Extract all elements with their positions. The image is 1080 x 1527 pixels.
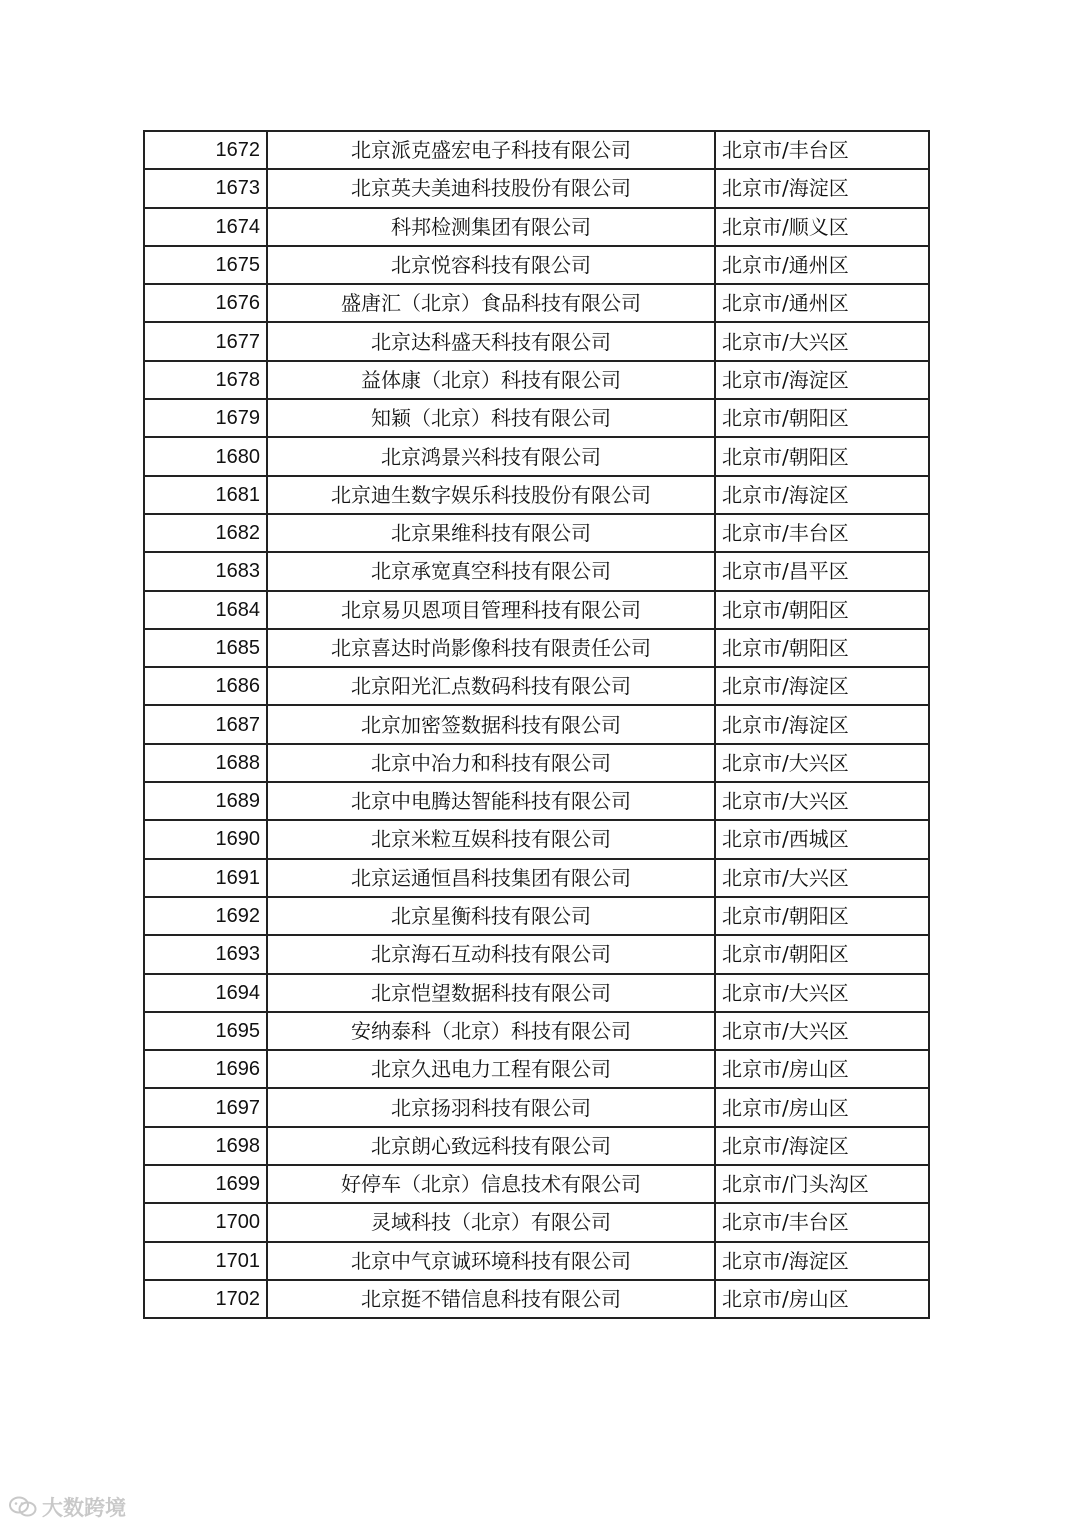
row-number-cell: 1688 xyxy=(144,744,267,782)
company-name-cell: 北京达科盛天科技有限公司 xyxy=(267,322,715,360)
table-row xyxy=(144,208,929,246)
company-name-cell: 北京果维科技有限公司 xyxy=(267,514,715,552)
row-number-cell: 1674 xyxy=(144,208,267,246)
table-row xyxy=(144,1088,929,1126)
row-number-cell: 1672 xyxy=(144,131,267,169)
region-cell: 北京市/大兴区 xyxy=(715,782,929,820)
table-row xyxy=(144,859,929,897)
row-number-cell: 1692 xyxy=(144,897,267,935)
row-number-cell: 1696 xyxy=(144,1050,267,1088)
table-row xyxy=(144,1165,929,1203)
company-name-cell: 北京迪生数字娱乐科技股份有限公司 xyxy=(267,476,715,514)
region-cell: 北京市/朝阳区 xyxy=(715,935,929,973)
region-cell: 北京市/通州区 xyxy=(715,246,929,284)
company-name-cell: 北京英夫美迪科技股份有限公司 xyxy=(267,169,715,207)
region-cell: 北京市/朝阳区 xyxy=(715,399,929,437)
region-cell: 北京市/海淀区 xyxy=(715,361,929,399)
table-row xyxy=(144,1127,929,1165)
region-cell: 北京市/海淀区 xyxy=(715,667,929,705)
row-number-cell: 1689 xyxy=(144,782,267,820)
table-row xyxy=(144,399,929,437)
row-number-cell: 1702 xyxy=(144,1280,267,1318)
row-number-cell: 1697 xyxy=(144,1088,267,1126)
company-name-cell: 北京朗心致远科技有限公司 xyxy=(267,1127,715,1165)
row-number-cell: 1680 xyxy=(144,437,267,475)
company-name-cell: 北京喜达时尚影像科技有限责任公司 xyxy=(267,629,715,667)
table-row xyxy=(144,935,929,973)
table-row xyxy=(144,552,929,590)
table-row xyxy=(144,284,929,322)
row-number-cell: 1679 xyxy=(144,399,267,437)
company-name-cell: 北京阳光汇点数码科技有限公司 xyxy=(267,667,715,705)
region-cell: 北京市/大兴区 xyxy=(715,974,929,1012)
region-cell: 北京市/门头沟区 xyxy=(715,1165,929,1203)
region-cell: 北京市/大兴区 xyxy=(715,859,929,897)
region-cell: 北京市/房山区 xyxy=(715,1050,929,1088)
region-cell: 北京市/大兴区 xyxy=(715,744,929,782)
table-row xyxy=(144,514,929,552)
company-name-cell: 知颖（北京）科技有限公司 xyxy=(267,399,715,437)
table-body xyxy=(144,131,929,1318)
company-name-cell: 北京运通恒昌科技集团有限公司 xyxy=(267,859,715,897)
company-name-cell: 安纳泰科（北京）科技有限公司 xyxy=(267,1012,715,1050)
row-number-cell: 1683 xyxy=(144,552,267,590)
region-cell: 北京市/朝阳区 xyxy=(715,629,929,667)
table-row xyxy=(144,131,929,169)
table-row xyxy=(144,1203,929,1241)
row-number-cell: 1675 xyxy=(144,246,267,284)
company-name-cell: 盛唐汇（北京）食品科技有限公司 xyxy=(267,284,715,322)
region-cell: 北京市/西城区 xyxy=(715,820,929,858)
table-row xyxy=(144,246,929,284)
region-cell: 北京市/大兴区 xyxy=(715,322,929,360)
row-number-cell: 1694 xyxy=(144,974,267,1012)
table-row xyxy=(144,629,929,667)
company-name-cell: 北京星衡科技有限公司 xyxy=(267,897,715,935)
region-cell: 北京市/朝阳区 xyxy=(715,897,929,935)
region-cell: 北京市/海淀区 xyxy=(715,169,929,207)
table-row xyxy=(144,820,929,858)
row-number-cell: 1701 xyxy=(144,1242,267,1280)
company-name-cell: 益体康（北京）科技有限公司 xyxy=(267,361,715,399)
region-cell: 北京市/顺义区 xyxy=(715,208,929,246)
row-number-cell: 1690 xyxy=(144,820,267,858)
region-cell: 北京市/昌平区 xyxy=(715,552,929,590)
region-cell: 北京市/房山区 xyxy=(715,1088,929,1126)
wechat-logo-icon xyxy=(8,1495,38,1519)
table-row xyxy=(144,322,929,360)
company-table xyxy=(143,130,930,1319)
row-number-cell: 1673 xyxy=(144,169,267,207)
company-name-cell: 北京中气京诚环境科技有限公司 xyxy=(267,1242,715,1280)
table-row xyxy=(144,667,929,705)
company-name-cell: 北京易贝恩项目管理科技有限公司 xyxy=(267,591,715,629)
company-name-cell: 北京恺望数据科技有限公司 xyxy=(267,974,715,1012)
row-number-cell: 1681 xyxy=(144,476,267,514)
company-name-cell: 北京挺不错信息科技有限公司 xyxy=(267,1280,715,1318)
row-number-cell: 1686 xyxy=(144,667,267,705)
row-number-cell: 1676 xyxy=(144,284,267,322)
table-row xyxy=(144,782,929,820)
row-number-cell: 1678 xyxy=(144,361,267,399)
row-number-cell: 1699 xyxy=(144,1165,267,1203)
row-number-cell: 1684 xyxy=(144,591,267,629)
row-number-cell: 1685 xyxy=(144,629,267,667)
watermark-text: 大数跨境 xyxy=(42,1496,126,1520)
region-cell: 北京市/海淀区 xyxy=(715,476,929,514)
row-number-cell: 1682 xyxy=(144,514,267,552)
company-name-cell: 好停车（北京）信息技术有限公司 xyxy=(267,1165,715,1203)
company-name-cell: 北京中电腾达智能科技有限公司 xyxy=(267,782,715,820)
row-number-cell: 1687 xyxy=(144,705,267,743)
region-cell: 北京市/丰台区 xyxy=(715,131,929,169)
region-cell: 北京市/海淀区 xyxy=(715,1127,929,1165)
row-number-cell: 1698 xyxy=(144,1127,267,1165)
table-row xyxy=(144,437,929,475)
table-row xyxy=(144,169,929,207)
table-row xyxy=(144,476,929,514)
table-row xyxy=(144,974,929,1012)
company-name-cell: 灵域科技（北京）有限公司 xyxy=(267,1203,715,1241)
region-cell: 北京市/海淀区 xyxy=(715,705,929,743)
watermark xyxy=(8,1492,126,1522)
table-row xyxy=(144,1242,929,1280)
region-cell: 北京市/大兴区 xyxy=(715,1012,929,1050)
row-number-cell: 1677 xyxy=(144,322,267,360)
company-name-cell: 北京承宽真空科技有限公司 xyxy=(267,552,715,590)
region-cell: 北京市/房山区 xyxy=(715,1280,929,1318)
company-name-cell: 北京鸿景兴科技有限公司 xyxy=(267,437,715,475)
company-name-cell: 北京扬羽科技有限公司 xyxy=(267,1088,715,1126)
company-name-cell: 北京米粒互娱科技有限公司 xyxy=(267,820,715,858)
region-cell: 北京市/丰台区 xyxy=(715,514,929,552)
table-row xyxy=(144,897,929,935)
region-cell: 北京市/海淀区 xyxy=(715,1242,929,1280)
row-number-cell: 1693 xyxy=(144,935,267,973)
table-row xyxy=(144,1050,929,1088)
table-row xyxy=(144,1280,929,1318)
company-name-cell: 北京久迅电力工程有限公司 xyxy=(267,1050,715,1088)
company-name-cell: 北京加密签数据科技有限公司 xyxy=(267,705,715,743)
company-name-cell: 科邦检测集团有限公司 xyxy=(267,208,715,246)
table-row xyxy=(144,361,929,399)
row-number-cell: 1695 xyxy=(144,1012,267,1050)
region-cell: 北京市/朝阳区 xyxy=(715,591,929,629)
company-name-cell: 北京派克盛宏电子科技有限公司 xyxy=(267,131,715,169)
table-row xyxy=(144,744,929,782)
company-name-cell: 北京中冶力和科技有限公司 xyxy=(267,744,715,782)
company-name-cell: 北京海石互动科技有限公司 xyxy=(267,935,715,973)
region-cell: 北京市/通州区 xyxy=(715,284,929,322)
region-cell: 北京市/丰台区 xyxy=(715,1203,929,1241)
row-number-cell: 1700 xyxy=(144,1203,267,1241)
company-name-cell: 北京悦容科技有限公司 xyxy=(267,246,715,284)
region-cell: 北京市/朝阳区 xyxy=(715,437,929,475)
table-row xyxy=(144,705,929,743)
table-row xyxy=(144,1012,929,1050)
table-row xyxy=(144,591,929,629)
row-number-cell: 1691 xyxy=(144,859,267,897)
